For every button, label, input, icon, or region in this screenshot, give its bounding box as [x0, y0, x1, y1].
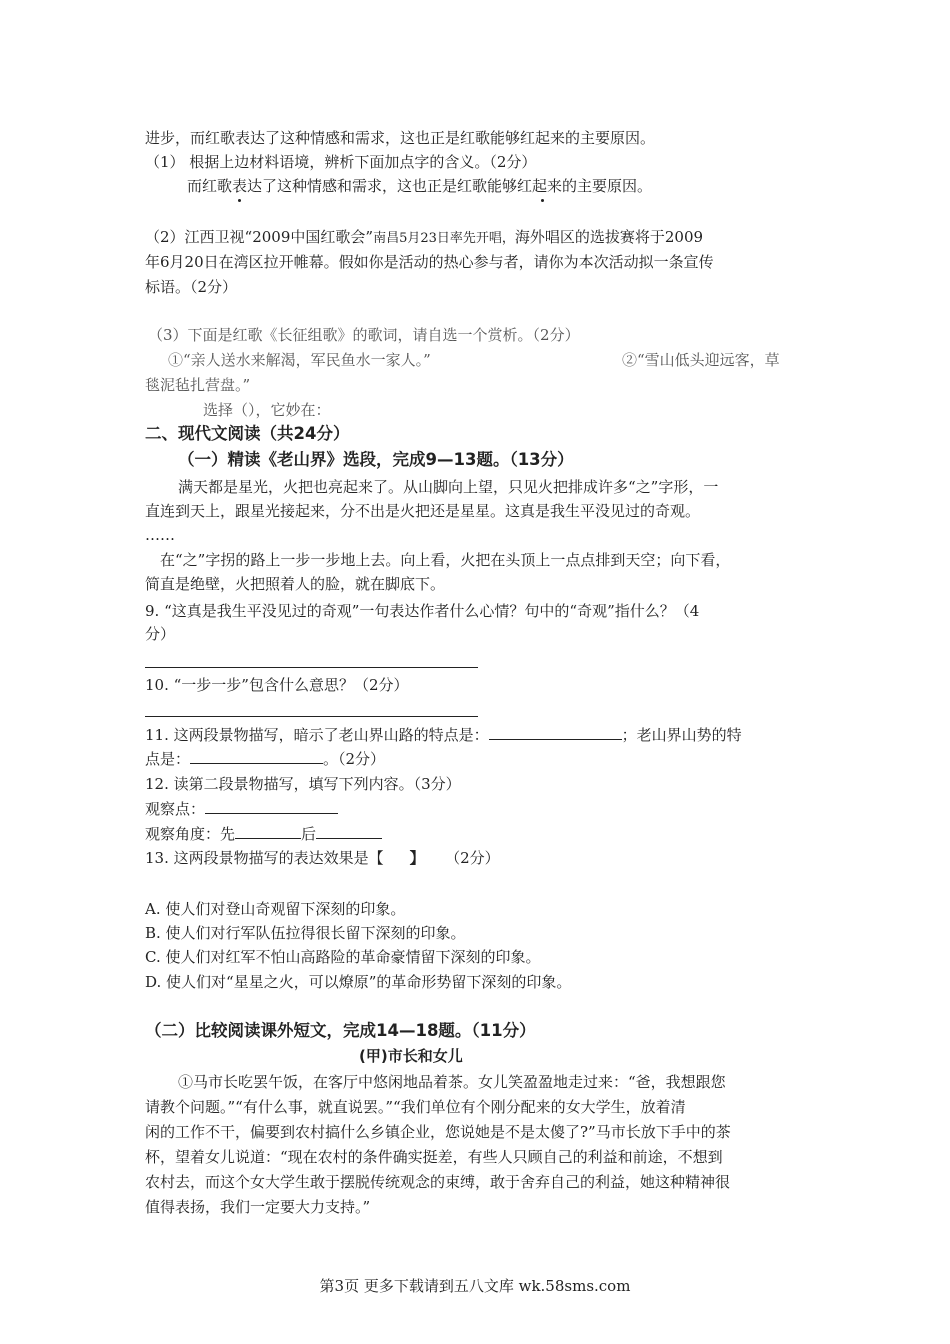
angle-after: 后 — [301, 825, 317, 843]
question-11-line2 — [145, 748, 385, 770]
paragraph-line: 进步，而红歌表达了这种情感和需求，这也正是红歌能够红起来的主要原因。 — [145, 129, 656, 147]
question-1: （1） 根据上边材料语境，辨析下面加点字的含义。（2分） — [145, 153, 537, 171]
emphasis-dot — [238, 199, 241, 202]
passage-line: 在“之”字拐的路上一步一步地上去。向上看，火把在头顶上一点点排到天空；向下看， — [160, 551, 731, 569]
emphasis-dot — [541, 199, 544, 202]
question-13-bracket: 】 — [409, 849, 425, 867]
question-1-sentence: 而红歌表达了这种情感和需求，这也正是红歌能够红起来的主要原因。 — [187, 177, 653, 195]
question-11-text: 11. 这两段景物描写，暗示了老山界山路的特点是： — [145, 726, 489, 744]
question-2-line1 — [145, 226, 703, 250]
option-a: A. 使人们对登山奇观留下深刻的印象。 — [145, 900, 406, 918]
question-3: （3）下面是红歌《长征组歌》的歌词，请自选一个赏析。（2分） — [148, 326, 580, 344]
question-9-cont: 分） — [145, 625, 176, 643]
angle-label: 观察角度：先 — [145, 825, 236, 843]
story-line: ①马市长吃罢午饭，在客厅中悠闲地品着茶。女儿笑盈盈地走过来：“爸，我想跟您 — [178, 1073, 726, 1091]
answer-line — [145, 716, 478, 717]
ellipsis: …… — [145, 526, 175, 544]
question-13-score: （2分） — [452, 849, 500, 867]
question-9: 9. “这真是我生平没见过的奇观”一句表达作者什么心情？句中的“奇观”指什么？（4 — [145, 602, 700, 620]
question-2-part-a: （2）江西卫视“2009中国红歌会” — [145, 228, 374, 246]
story-line: 值得表扬，我们一定要大力支持。” — [145, 1198, 371, 1216]
question-13 — [145, 847, 500, 869]
question-12-angle — [145, 823, 382, 845]
question-2-line2: 年6月20日在湾区拉开帷幕。假如你是活动的热心参与者，请你为本次活动拟一条宣传 — [145, 253, 714, 271]
page-footer: 第3页 更多下载请到五八文库 wk.58sms.com — [319, 1277, 631, 1295]
question-12: 12. 读第二段景物描写，填写下列内容。（3分） — [145, 775, 461, 793]
question-11-text3: 点是： — [145, 750, 191, 768]
story-line: 闲的工作不干，偏要到农村搞什么乡镇企业，您说她是不是太傻了?”马市长放下手中的茶 — [145, 1123, 731, 1141]
question-10: 10. “一步一步”包含什么意思？（2分） — [145, 676, 409, 694]
question-11-text2: ；老山界山势的特 — [621, 726, 742, 744]
question-13-text: 13. 这两段景物描写的表达效果是【 — [145, 849, 384, 867]
story-line: 请教个问题。”“有什么事，就直说罢。”“我们单位有个刚分配来的女大学生，放着清 — [145, 1098, 686, 1116]
story-line: 农村去，而这个女大学生敢于摆脱传统观念的束缚，敢于舍弃自己的利益，她这种精神很 — [145, 1173, 731, 1191]
question-11-line1 — [145, 724, 742, 746]
option-c: C. 使人们对红军不怕山高路险的革命豪情留下深刻的印象。 — [145, 948, 541, 966]
question-3-choose: 选择（），它妙在： — [203, 401, 331, 419]
answer-blank — [489, 725, 622, 740]
answer-line — [145, 667, 478, 668]
question-11-score: 。（2分） — [323, 750, 386, 768]
question-2-part-b: 南昌5月23日率先开唱， — [373, 231, 515, 246]
observation-label: 观察点： — [145, 800, 206, 818]
question-3-option-1: ①“亲人送水来解渴，军民鱼水一家人。” — [168, 351, 431, 369]
option-b: B. 使人们对行军队伍拉得很长留下深刻的印象。 — [145, 924, 466, 942]
question-2-part-c: 海外唱区的选拔赛将于2009 — [514, 228, 704, 246]
question-2-line3: 标语。（2分） — [145, 278, 238, 296]
subsection-1-title: （一）精读《老山界》选段，完成9—13题。（13分） — [178, 450, 574, 469]
section-2-title: 二、现代文阅读（共24分） — [145, 424, 350, 443]
passage-line: 简直是绝壁，火把照着人的脸，就在脚底下。 — [145, 575, 446, 593]
answer-blank — [316, 824, 382, 839]
question-12-observation — [145, 798, 338, 820]
passage-line: 直连到天上，跟星光接起来，分不出是火把还是星星。这真是我生平没见过的奇观。 — [145, 502, 701, 520]
story-line: 杯，望着女儿说道：“现在农村的条件确实挺差，有些人只顾自己的利益和前途，不想到 — [145, 1148, 723, 1166]
answer-blank — [235, 824, 301, 839]
passage-line: 满天都是星光，火把也亮起来了。从山脚向上望，只见火把排成许多“之”字形，一 — [178, 478, 719, 496]
answer-blank — [190, 749, 323, 764]
question-3-option-2-cont: 毯泥毡扎营盘。” — [145, 376, 251, 394]
story-title: (甲)市长和女儿 — [359, 1047, 463, 1065]
subsection-2-title: （二）比较阅读课外短文，完成14—18题。（11分） — [145, 1021, 536, 1040]
question-3-option-2: ②“雪山低头迎远客，草 — [622, 351, 780, 369]
answer-blank — [205, 799, 338, 814]
option-d: D. 使人们对“星星之火，可以燎原”的革命形势留下深刻的印象。 — [145, 973, 572, 991]
